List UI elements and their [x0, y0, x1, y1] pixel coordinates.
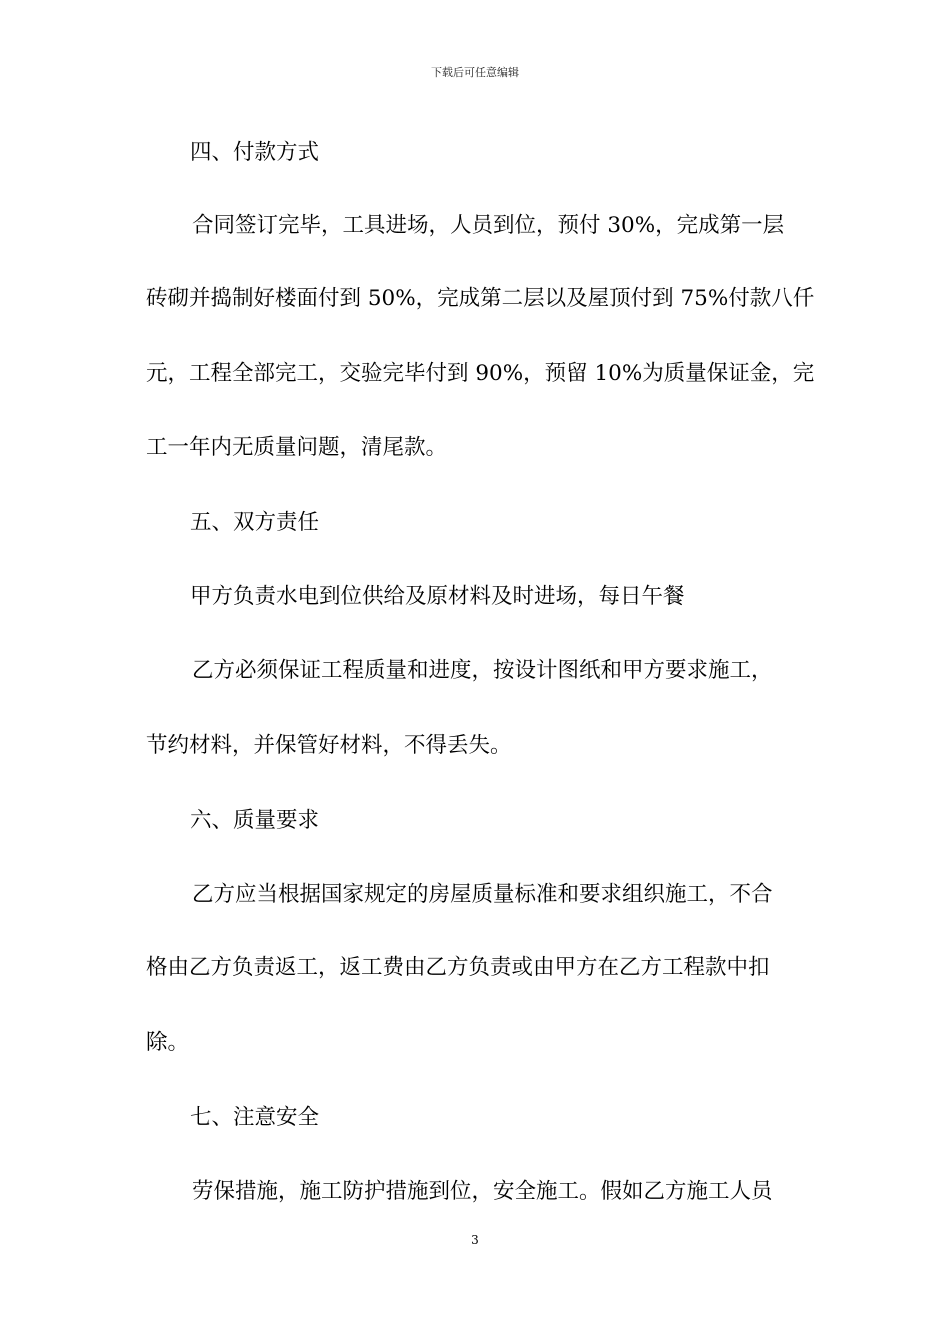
- paragraph-line: 工一年内无质量问题，清尾款。: [146, 435, 448, 460]
- paragraph-line: 格由乙方负责返工，返工费由乙方负责或由甲方在乙方工程款中扣: [146, 955, 770, 980]
- paragraph-line: 节约材料，并保管好材料，不得丢失。: [146, 733, 512, 758]
- paragraph-line: 合同签订完毕，工具进场，人员到位，预付 30%，完成第一层: [192, 213, 785, 238]
- paragraph-line: 乙方必须保证工程质量和进度，按设计图纸和甲方要求施工，: [192, 658, 773, 683]
- section-heading-safety: 七、注意安全: [190, 1105, 320, 1130]
- paragraph-line: 甲方负责水电到位供给及原材料及时进场，每日午餐: [190, 584, 685, 609]
- paragraph-line: 乙方应当根据国家规定的房屋质量标准和要求组织施工，不合: [192, 882, 773, 907]
- paragraph-line: 劳保措施，施工防护措施到位，安全施工。假如乙方施工人员: [192, 1179, 773, 1204]
- page-number: 3: [471, 1233, 479, 1247]
- paragraph-line: 元，工程全部完工，交验完毕付到 90%，预留 10%为质量保证金，完: [146, 361, 815, 386]
- header-note: 下载后可任意编辑: [431, 66, 519, 79]
- section-heading-quality: 六、质量要求: [190, 808, 320, 833]
- paragraph-line: 砖砌并捣制好楼面付到 50%，完成第二层以及屋顶付到 75%付款八仟: [146, 286, 815, 311]
- section-heading-payment: 四、付款方式: [190, 140, 320, 165]
- section-heading-responsibilities: 五、双方责任: [190, 510, 320, 535]
- paragraph-line: 除。: [146, 1030, 190, 1055]
